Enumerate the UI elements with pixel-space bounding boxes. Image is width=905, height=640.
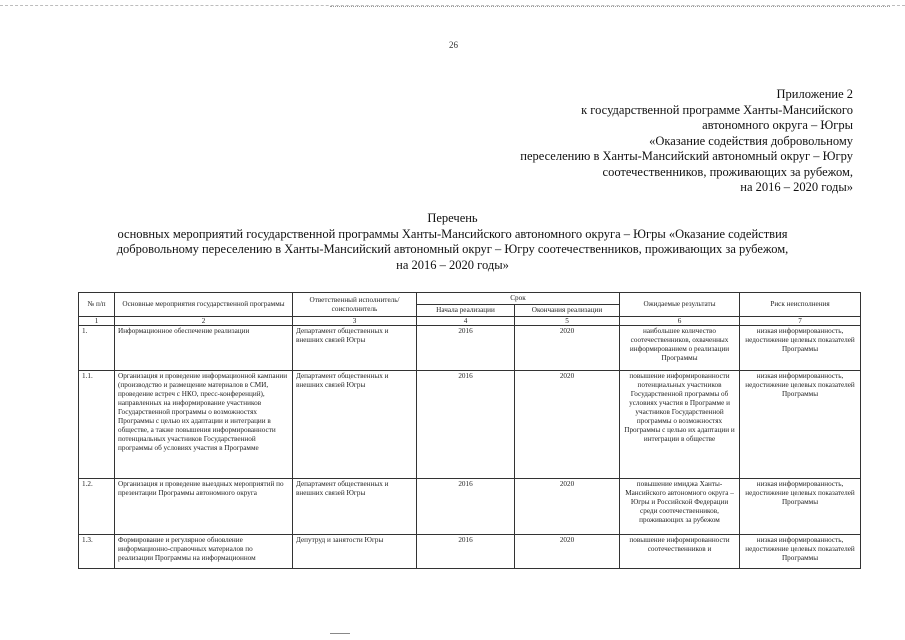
header-term: Срок <box>417 293 620 305</box>
row-end: 2020 <box>515 535 620 569</box>
row-result: повышение имиджа Ханты-Мансийского автономного округа – Югры и Российской Федерации среди соотечественников, проживающих за рубежом <box>620 479 740 535</box>
row-activity: Организация и проведение выездных мероприятий по презентации Программы автономного округа <box>115 479 293 535</box>
row-start: 2016 <box>417 326 515 371</box>
scan-artifact-bottom <box>330 633 350 634</box>
header-term-end: Окончания реализации <box>515 305 620 317</box>
appendix-line: автономного округа – Югры <box>702 118 853 132</box>
row-activity: Организация и проведение информационной кампании (производство и размещение материалов в СМИ, проведение встреч с НКО, пресс-конференций), направленных на информирование участников Государственной программы о возможностях Программы с целью их адаптации и интеграции в обществе, а также повышения информированности потенциальных участников Государственной программы об условиях участия в Программе <box>115 371 293 479</box>
header-term-start: Начала реализации <box>417 305 515 317</box>
appendix-line: соотечественников, проживающих за рубежом, <box>602 164 853 179</box>
heading-line: на 2016 – 2020 годы» <box>396 257 509 272</box>
scan-artifact-top-dotted <box>330 6 890 7</box>
appendix-line: переселению в Ханты-Мансийский автономный округ – Югру <box>520 149 853 163</box>
activities-table <box>78 292 861 569</box>
column-number: 7 <box>740 317 861 326</box>
header-results: Ожидаемые результаты <box>620 293 740 317</box>
appendix-block <box>393 87 853 196</box>
row-risk: низкая информированность, недостижение целевых показателей Программы <box>740 479 861 535</box>
row-end: 2020 <box>515 326 620 371</box>
row-start: 2016 <box>417 371 515 479</box>
row-responsible: Департамент общественных и внешних связей Югры <box>293 479 417 535</box>
row-num: 1. <box>79 326 115 371</box>
column-number: 1 <box>79 317 115 326</box>
row-num: 1.2. <box>79 479 115 535</box>
table-row <box>79 326 861 371</box>
row-end: 2020 <box>515 479 620 535</box>
row-responsible: Депутруд и занятости Югры <box>293 535 417 569</box>
row-responsible: Департамент общественных и внешних связей Югры <box>293 326 417 371</box>
appendix-line: «Оказание содействия добровольному <box>649 133 853 148</box>
appendix-line: к государственной программе Ханты-Мансийского <box>581 102 853 117</box>
heading-line: основных мероприятий государственной программы Ханты-Мансийского автономного округа – Югры «Оказание содействия <box>117 226 788 241</box>
page-number: 26 <box>449 40 458 50</box>
header-responsible: Ответственный исполнитель/ соисполнитель <box>293 293 417 317</box>
heading-line: добровольному переселению в Ханты-Мансийский автономный округ – Югру соотечественников, проживающих за рубежом, <box>116 242 789 256</box>
row-result: повышение информированности потенциальных участников Государственной программы об условиях участия в Программе и участников Государственной программы о возможностях Программы с целью их адаптации и интеграции в обществе <box>620 371 740 479</box>
row-end: 2020 <box>515 371 620 479</box>
heading-title: Перечень <box>427 211 478 225</box>
row-num: 1.1. <box>79 371 115 479</box>
row-risk: низкая информированность, недостижение целевых показателей Программы <box>740 326 861 371</box>
row-activity: Информационное обеспечение реализации <box>115 326 293 371</box>
row-start: 2016 <box>417 479 515 535</box>
row-start: 2016 <box>417 535 515 569</box>
row-num: 1.3. <box>79 535 115 569</box>
row-risk: низкая информированность, недостижение целевых показателей Программы <box>740 371 861 479</box>
header-risk: Риск неисполнения <box>740 293 861 317</box>
column-numbers-row <box>79 317 861 326</box>
row-activity: Формирование и регулярное обновление информационно-справочных материалов по реализации Программы на информационном <box>115 535 293 569</box>
row-risk: низкая информированность, недостижение целевых показателей Программы <box>740 535 861 569</box>
column-number: 2 <box>115 317 293 326</box>
row-responsible: Департамент общественных и внешних связей Югры <box>293 371 417 479</box>
header-activities: Основные мероприятия государственной программы <box>115 293 293 317</box>
table-row <box>79 371 861 479</box>
row-result: наибольшее количество соотечественников, охваченных информированием о реализации Программы <box>620 326 740 371</box>
column-number: 4 <box>417 317 515 326</box>
table-row <box>79 479 861 535</box>
appendix-line: Приложение 2 <box>776 87 853 101</box>
table-row <box>79 535 861 569</box>
column-number: 6 <box>620 317 740 326</box>
appendix-line: на 2016 – 2020 годы» <box>740 180 853 194</box>
header-num: № п/п <box>79 293 115 317</box>
row-result: повышение информированности соотечественников и <box>620 535 740 569</box>
column-number: 3 <box>293 317 417 326</box>
document-heading <box>40 211 865 273</box>
column-number: 5 <box>515 317 620 326</box>
